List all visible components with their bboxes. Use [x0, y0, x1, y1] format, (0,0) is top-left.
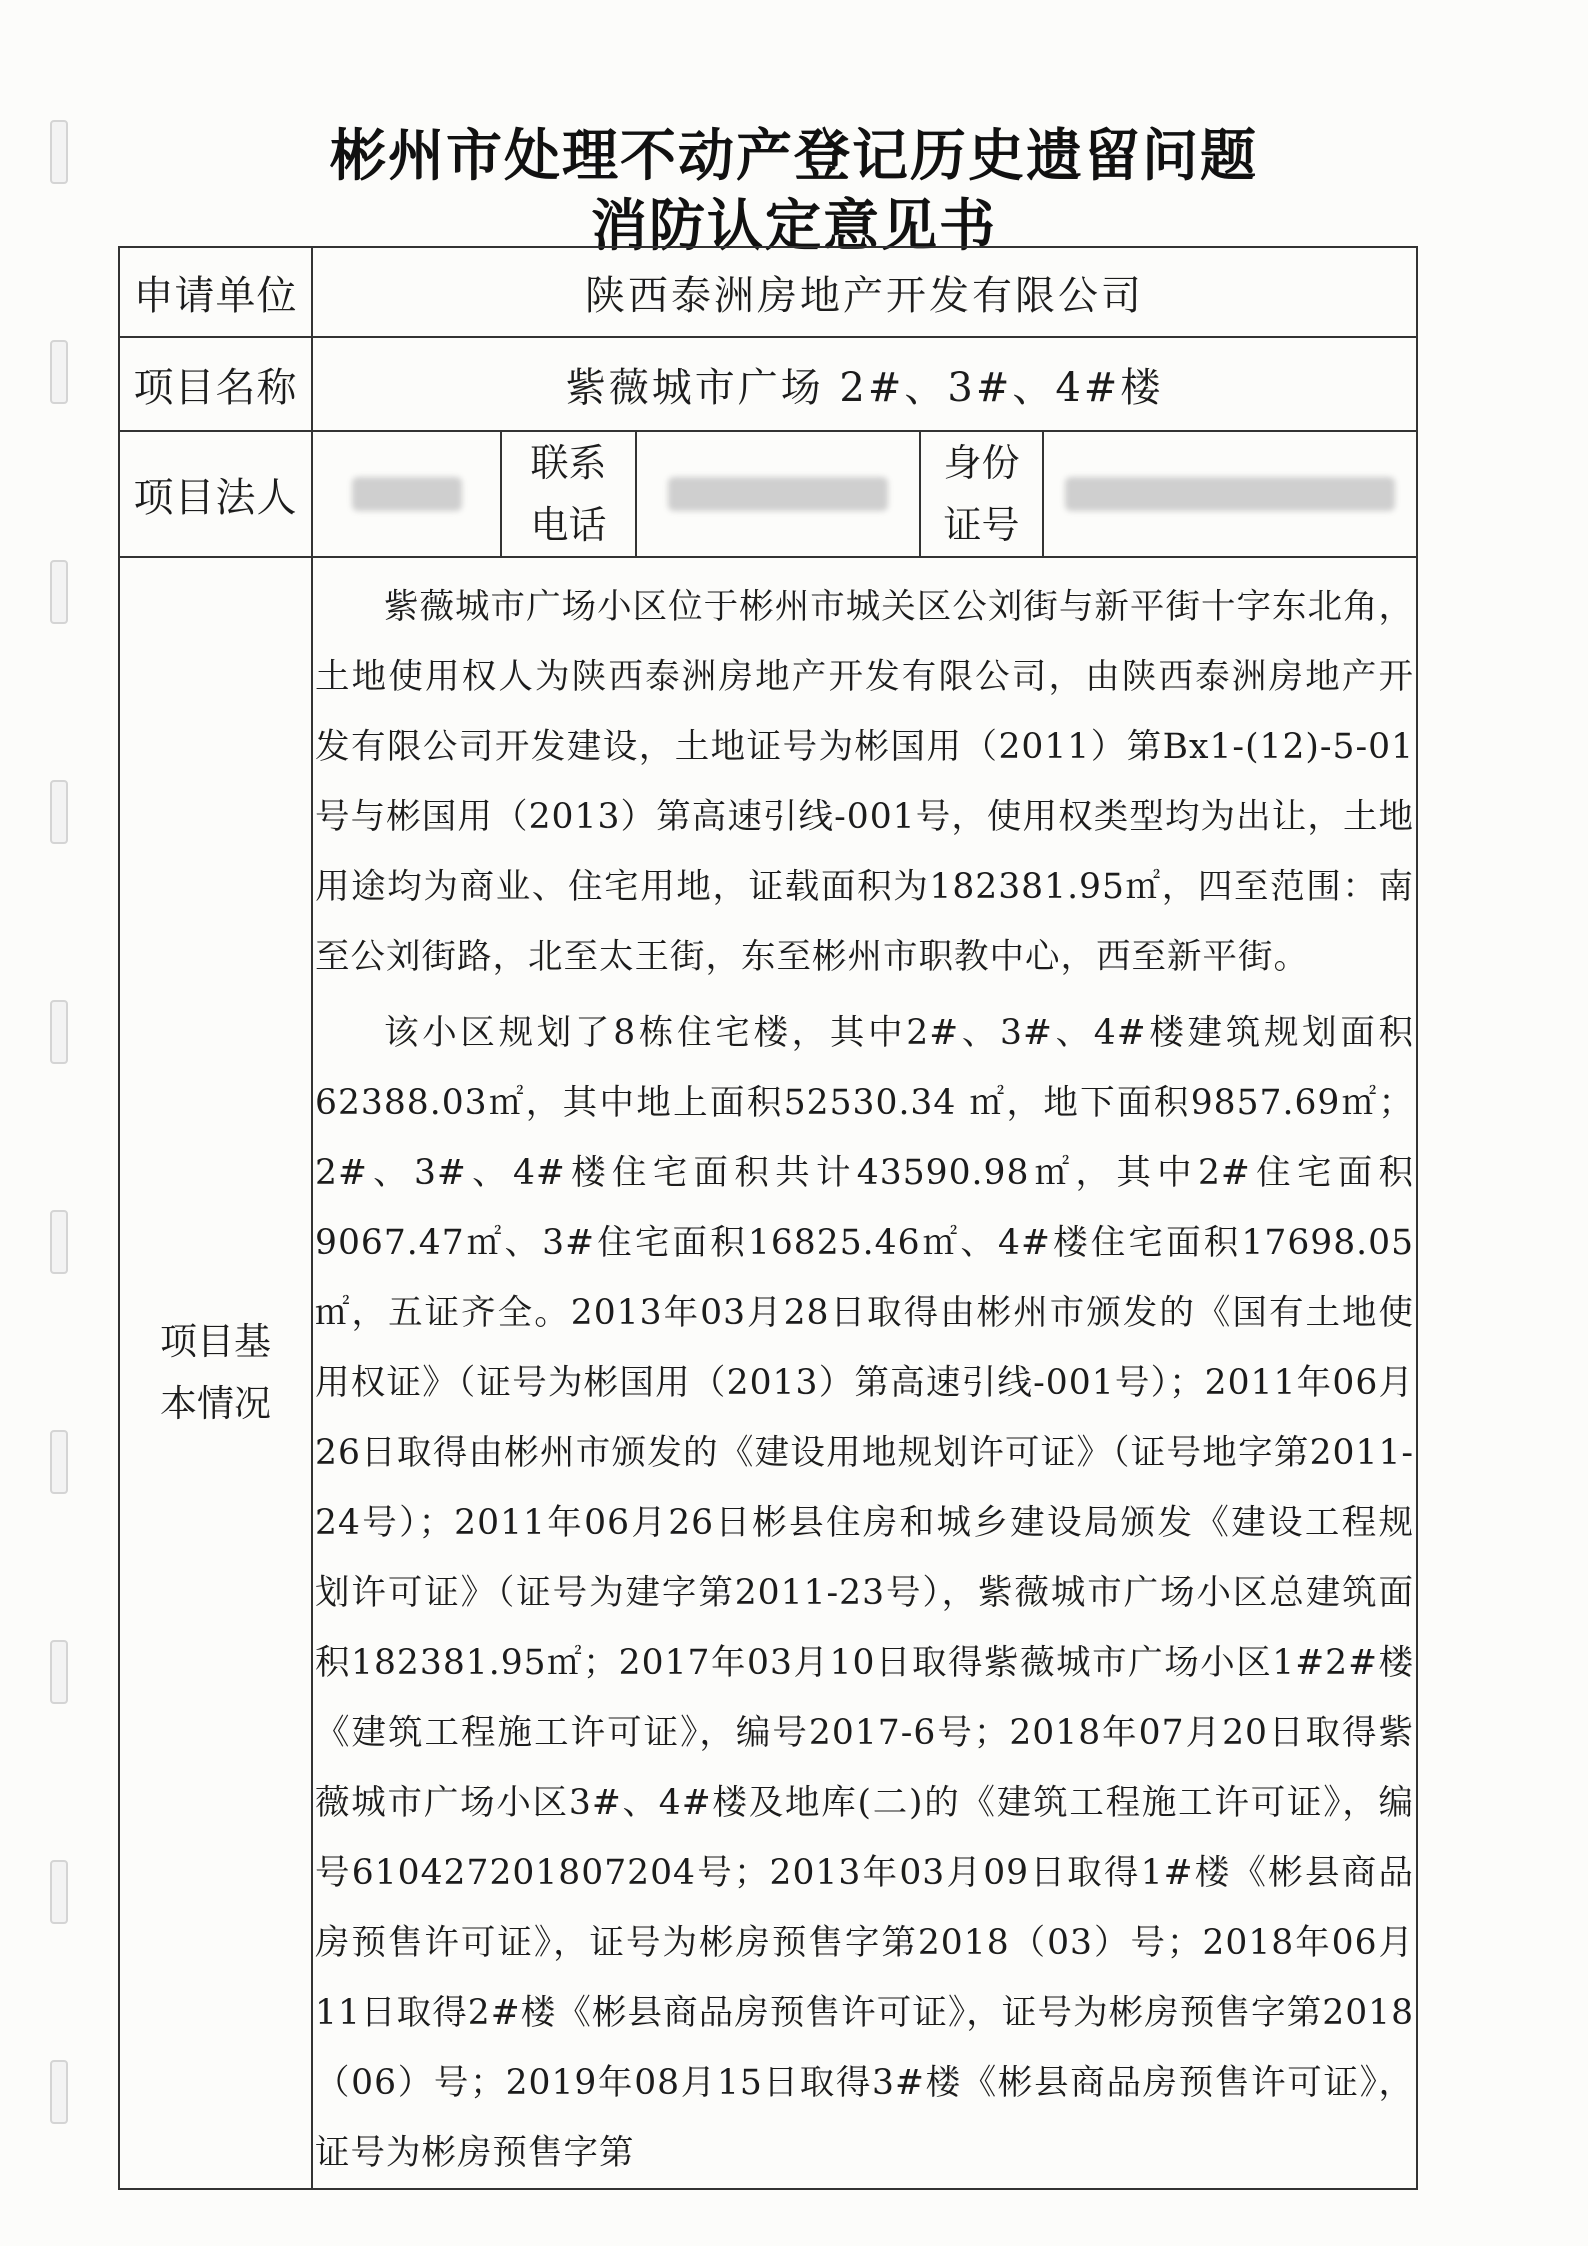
id-value-cell [1043, 431, 1417, 557]
basic-info-label-line2: 本情况 [160, 1382, 271, 1425]
legal-person-label: 项目法人 [119, 431, 312, 557]
basic-info-content [312, 557, 1417, 2189]
redacted-name [352, 477, 462, 511]
binding-hole [50, 2060, 68, 2124]
opinion-form-table [118, 246, 1418, 2190]
phone-label-cell [501, 431, 636, 557]
id-label-line1: 身份 [943, 441, 1020, 485]
basic-info-label-line1: 项目基 [160, 1320, 271, 1363]
redacted-phone [668, 477, 888, 511]
basic-info-paragraph-1: 紫薇城市广场小区位于彬州市城关区公刘街与新平街十字东北角，土地使用权人为陕西泰洲房地产开发有限公司，由陕西泰洲房地产开发有限公司开发建设，土地证号为彬国用（2011）第Bx1-(12)-5-01号与彬国用（2013）第高速引线-001号，使用权类型均为出让，土地用途均为商业、住宅用地，证载面积为182381.95㎡，四至范围：南至公刘街路，北至太王街，东至彬州市职教中心，西至新平街。 [315, 587, 1415, 977]
binding-hole [50, 1430, 68, 1494]
applicant-label: 申请单位 [119, 247, 312, 337]
binding-hole [50, 560, 68, 624]
document-subtitle: 消防认定意见书 [591, 194, 997, 259]
project-name-value: 紫薇城市广场 2#、3#、4#楼 [312, 337, 1417, 431]
basic-info-row [119, 557, 1417, 2189]
phone-label-line2: 电话 [530, 503, 607, 547]
binding-hole [50, 1640, 68, 1704]
id-label-line2: 证号 [943, 503, 1020, 547]
id-label-cell [920, 431, 1043, 557]
binding-hole [50, 1860, 68, 1924]
legal-person-name-cell [312, 431, 501, 557]
binding-hole [50, 1210, 68, 1274]
document-title: 彬州市处理不动产登记历史遗留问题 [330, 124, 1258, 189]
legal-person-row [119, 431, 1417, 557]
binding-hole [50, 340, 68, 404]
project-name-row [119, 337, 1417, 431]
applicant-value: 陕西泰洲房地产开发有限公司 [312, 247, 1417, 337]
binding-hole [50, 780, 68, 844]
basic-info-paragraph-2: 该小区规划了8栋住宅楼，其中2#、3#、4#楼建筑规划面积62388.03㎡，其中地上面积52530.34 ㎡，地下面积9857.69㎡；2#、3#、4#楼住宅面积共计43590.98㎡，其中2#住宅面积9067.47㎡、3#住宅面积16825.46㎡、4#楼住宅面积17698.05㎡，五证齐全。2013年03月28日取得由彬州市颁发的《国有土地使用权证》（证号为彬国用（2013）第高速引线-001号）；2011年06月26日取得由彬州市颁发的《建设用地规划许可证》（证号地字第2011-24号）；2011年06月26日彬县住房和城乡建设局颁发《建设工程规划许可证》（证号为建字第2011-23号），紫薇城市广场小区总建筑面积182381.95㎡；2017年03月10日取得紫薇城市广场小区1#2#楼《建筑工程施工许可证》，编号2017-6号；2018年07月20日取得紫薇城市广场小区3#、4#楼及地库(二)的《建筑工程施工许可证》，编号610427201807204号；2013年03月09日取得1#楼《彬县商品房预售许可证》，证号为彬房预售字第2018（03）号；2018年06月11日取得2#楼《彬县商品房预售许可证》，证号为彬房预售字第2018（06）号；2019年08月15日取得3#楼《彬县商品房预售许可证》，证号为彬房预售字第 [315, 1013, 1415, 2173]
applicant-row [119, 247, 1417, 337]
redacted-id-number [1065, 477, 1395, 511]
phone-value-cell [636, 431, 920, 557]
phone-label-line1: 联系 [530, 441, 607, 485]
project-name-label: 项目名称 [119, 337, 312, 431]
basic-info-label-cell [119, 557, 312, 2189]
binding-hole [50, 1000, 68, 1064]
